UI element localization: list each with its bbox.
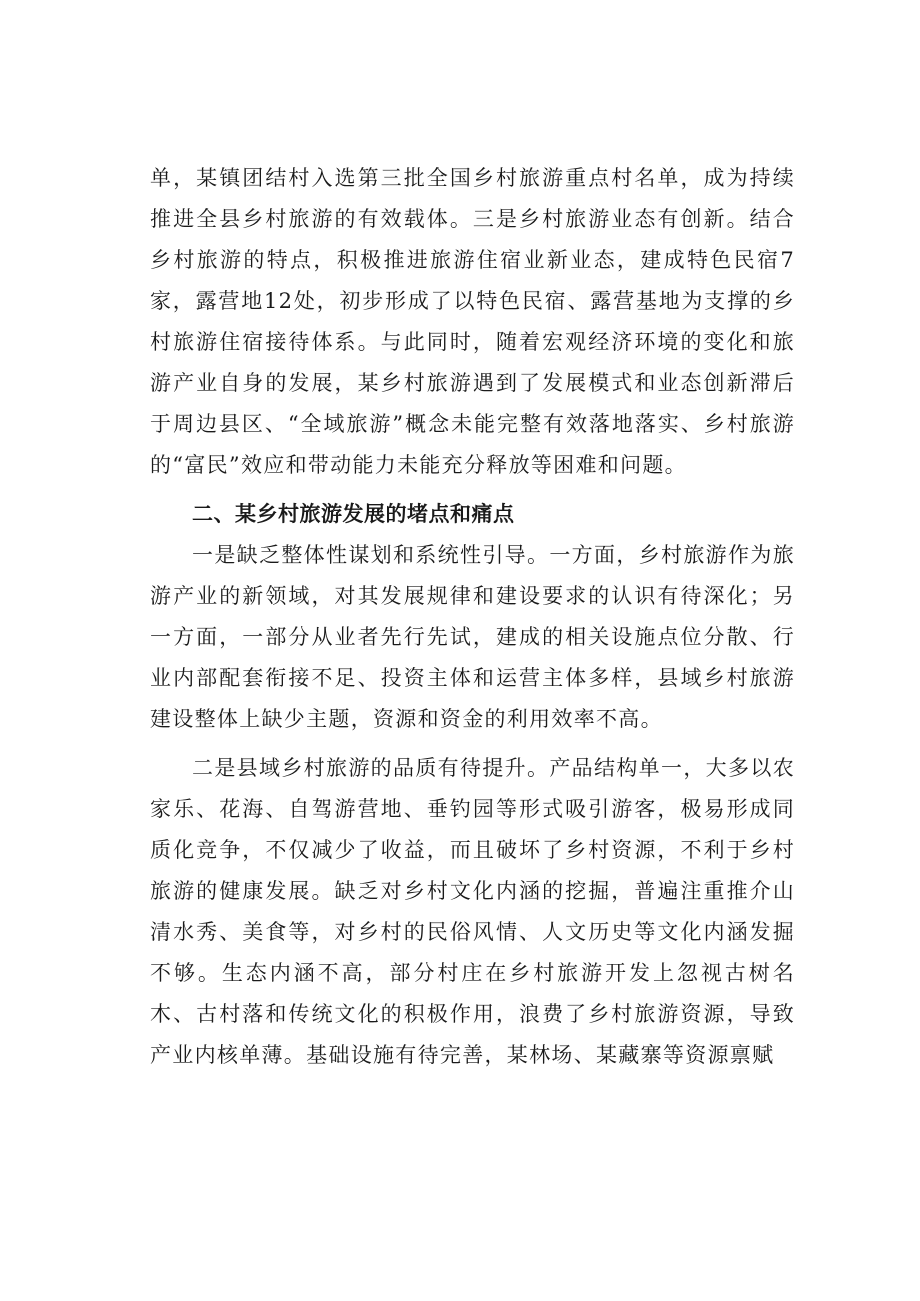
document-page: [150, 158, 795, 1076]
paragraph-first-issue: 一是缺乏整体性谋划和系统性引导。一方面，乡村旅游作为旅游产业的新领域，对其发展规律和建设要求的认识有待深化；另一方面，一部分从业者先行先试，建成的相关设施点位分散、行业内部配套衔接不足、投资主体和运营主体多样，县域乡村旅游建设整体上缺少主题，资源和资金的利用效率不高。: [150, 543, 795, 731]
paragraph-continuation: 单，某镇团结村入选第三批全国乡村旅游重点村名单，成为持续推进全县乡村旅游的有效载体。三是乡村旅游业态有创新。结合乡村旅游的特点，积极推进旅游住宿业新业态，建成特色民宿7家，露营地12处，初步形成了以特色民宿、露营基地为支撑的乡村旅游住宿接待体系。与此同时，随着宏观经济环境的变化和旅游产业自身的发展，某乡村旅游遇到了发展模式和业态创新滞后于周边县区、“全域旅游”概念未能完整有效落地落实、乡村旅游的“富民”效应和带动能力未能充分释放等困难和问题。: [150, 166, 795, 477]
section-heading: 二、某乡村旅游发展的堵点和痛点: [192, 502, 515, 526]
paragraph-second-issue: 二是县域乡村旅游的品质有待提升。产品结构单一，大多以农家乐、花海、自驾游营地、垂钓园等形式吸引游客，极易形成同质化竞争，不仅减少了收益，而且破坏了乡村资源，不利于乡村旅游的健康发展。缺乏对乡村文化内涵的挖掘，普遍注重推介山清水秀、美食等，对乡村的民俗风情、人文历史等文化内涵发掘不够。生态内涵不高，部分村庄在乡村旅游开发上忽视古树名木、古村落和传统文化的积极作用，浪费了乡村旅游资源，导致产业内核单薄。基础设施有待完善，某林场、某藏寨等资源禀赋: [150, 756, 795, 1067]
spacer: [150, 740, 795, 748]
spacer: [150, 486, 795, 494]
